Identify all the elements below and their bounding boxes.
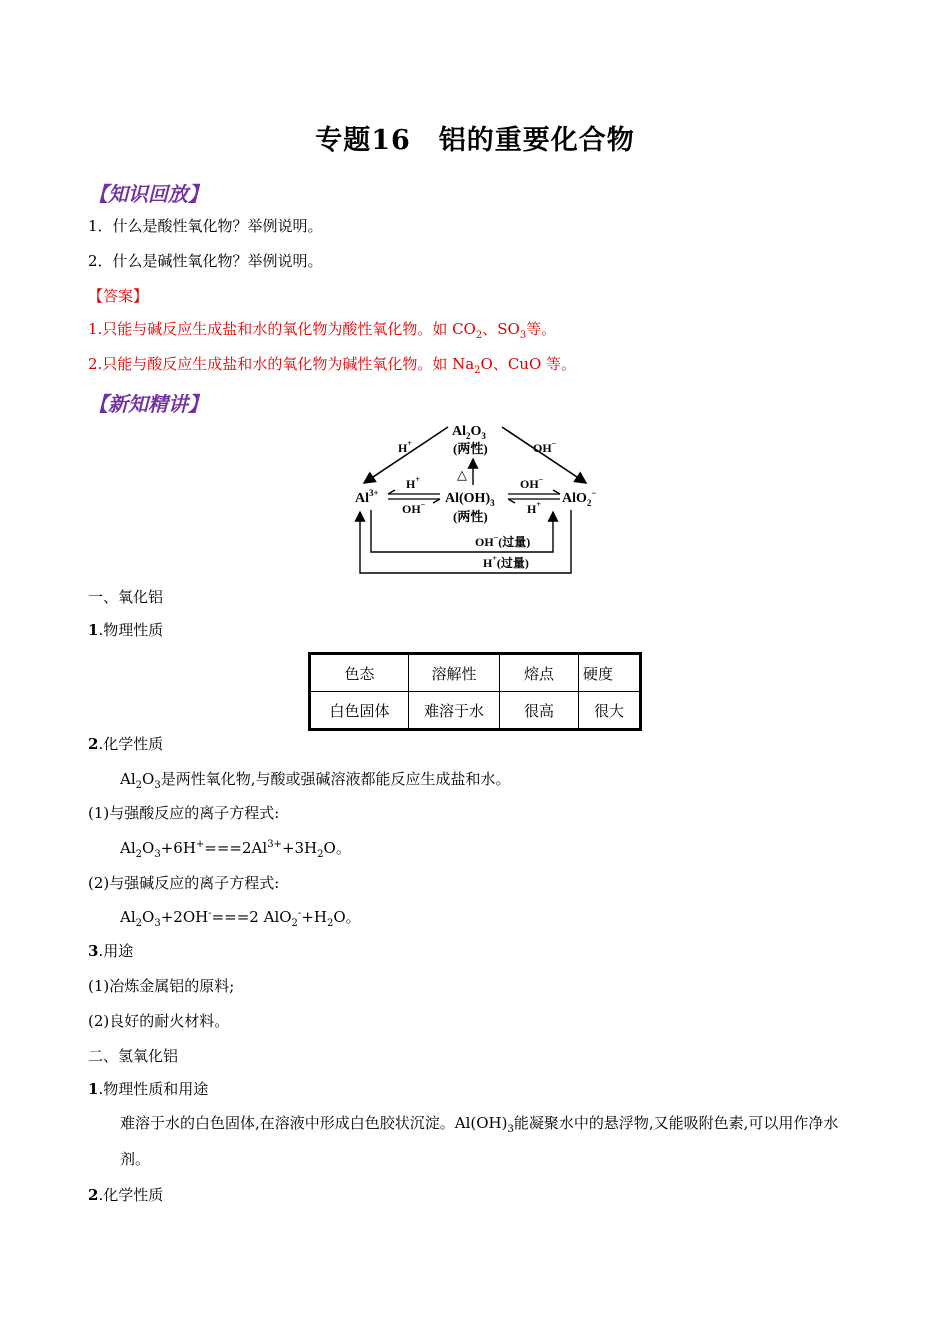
chem-sub: 3 [154,780,161,791]
diagram-top-compound: $Al_2O_3$ [452,424,486,441]
answer-2-text: 2.只能与酸反应生成盐和水的氧化物为碱性氧化物。如 Na [88,355,475,373]
part1-sub1-text: .物理性质 [98,621,164,639]
table-header-cell: 硬度 [579,654,641,692]
use-item-1: (1)冶炼金属铝的原料; [88,977,235,995]
arrow-top-to-left [364,427,448,483]
label-oh-top: OH− [533,439,557,455]
physical-properties-table [308,652,642,731]
table-row [310,692,641,730]
eq-sub: 2 [326,918,334,929]
part1-sub3-text: .用途 [98,942,134,960]
eq-part: ===2 AlO [211,908,292,926]
table-cell: 难溶于水 [409,692,500,730]
eq-part: O [142,839,155,857]
review-question-1: 1．什么是酸性氧化物？举例说明。 [88,217,323,235]
answer-1-sub: 2 [475,330,483,341]
eq-part: ===2Al [204,839,268,857]
diagram-right-ion: AlO$_2$− [562,488,597,508]
part1-sub3-num: 3 [88,942,99,960]
eq-sub: 2 [135,849,143,860]
eq-part: Al [120,908,136,926]
arrow-top-to-right [502,427,586,483]
label-h-excess: H+(过量) [483,554,529,570]
part2-sub1 [88,1078,208,1100]
table-row [310,654,641,692]
part2-sub2-num: 2 [88,1186,99,1204]
review-question-2: 2．什么是碱性氧化物？举例说明。 [88,252,323,270]
diagram-top-note: (两性) [453,441,488,456]
label-oh-mid2: OH− [520,475,544,491]
eq-sup: - [208,908,212,919]
part1-heading: 一、氧化铝 [88,588,164,606]
table-header-cell: 熔点 [500,654,579,692]
answer-2-sub: 2 [474,365,481,376]
diagram-left-ion: $Al^{3+}$ [355,488,379,506]
part1-chem-description [120,768,510,790]
section-new-knowledge-heading: 【新知精讲】 [88,392,208,416]
part1-sub2 [88,733,163,755]
part2-paragraph [88,1105,868,1177]
eq-sub: 3 [154,918,161,929]
part1-sub2-text: .化学性质 [98,735,164,753]
answer-label: 【答案】 [88,287,149,305]
use-item-2: (2)良好的耐火材料。 [88,1012,230,1030]
answer-2 [88,353,576,375]
eq-sub: 2 [317,849,324,860]
para-text: 难溶于水的白色固体,在溶液中形成白色胶状沉淀。Al(OH) [120,1114,508,1132]
part1-sub3 [88,940,133,962]
table-cell: 很高 [500,692,579,730]
label-h-mid: H+ [406,475,420,491]
label-oh-excess: OH−(过量) [475,533,531,549]
answer-1-end: 等。 [526,320,557,338]
answer-1-mid: 、SO [482,320,520,338]
para-text: 能凝聚水中的悬浮物,又能吸附色素,可以用作净水剂。 [120,1114,839,1168]
part2-paragraph-line [88,1105,868,1177]
page-title: 专题16 铝的重要化合物 [315,125,635,156]
label-heat-delta: △ [457,467,467,482]
chem-sub: 2 [135,780,143,791]
diagram-center-note: (两性) [453,509,488,524]
table-cell: 白色固体 [310,692,409,730]
chem-o: O [142,770,155,788]
answer-1-sub2: 3 [519,330,527,341]
eq-sup: + [195,839,205,850]
part1-sub1 [88,619,163,641]
eq-part: O。 [333,908,361,926]
para-sub: 3 [507,1124,514,1135]
acid-reaction-equation [120,837,351,859]
part2-sub1-text: .物理性质和用途 [98,1080,209,1098]
eq-part: Al [120,839,136,857]
answer-1-text: 1.只能与碱反应生成盐和水的氧化物为酸性氧化物。如 CO [88,320,476,338]
base-reaction-equation [120,906,361,928]
eq-part: O。 [323,839,351,857]
part2-sub2 [88,1184,163,1206]
eq-sub: 2 [135,918,143,929]
chem-al: Al [120,770,136,788]
part1-sub2-num: 2 [88,735,99,753]
eq-part: +H [301,908,327,926]
eq-part: +2OH [160,908,209,926]
part2-heading: 二、氢氧化铝 [88,1047,179,1065]
eq-sup: - [297,908,302,919]
table-header-cell: 色态 [310,654,409,692]
eq-part: +3H [281,839,318,857]
table-header-cell: 溶解性 [409,654,500,692]
eq-sup: 3+ [267,839,282,850]
table-cell: 很大 [579,692,641,730]
section-review-heading: 【知识回放】 [88,182,208,206]
label-oh-mid: OH− [402,500,426,516]
part1-sub1-num: 1 [88,621,99,639]
answer-2-end: O、CuO 等。 [480,355,577,373]
eq-sub: 2 [291,918,298,929]
acid-reaction-title: (1)与强酸反应的离子方程式: [88,804,280,822]
eq-part: O [142,908,155,926]
eq-sub: 3 [154,849,161,860]
aluminum-conversion-diagram [340,415,610,580]
part2-sub2-text: .化学性质 [98,1186,164,1204]
diagram-center-compound: $Al(OH)_3$ [445,491,495,508]
chem-text: 是两性氧化物,与酸或强碱溶液都能反应生成盐和水。 [160,770,511,788]
eq-part: +6H [160,839,196,857]
answer-1 [88,318,556,340]
label-h-top: H+ [398,439,412,455]
part2-sub1-num: 1 [88,1080,99,1098]
base-reaction-title: (2)与强碱反应的离子方程式: [88,874,280,892]
label-h-mid2: H+ [527,500,541,516]
